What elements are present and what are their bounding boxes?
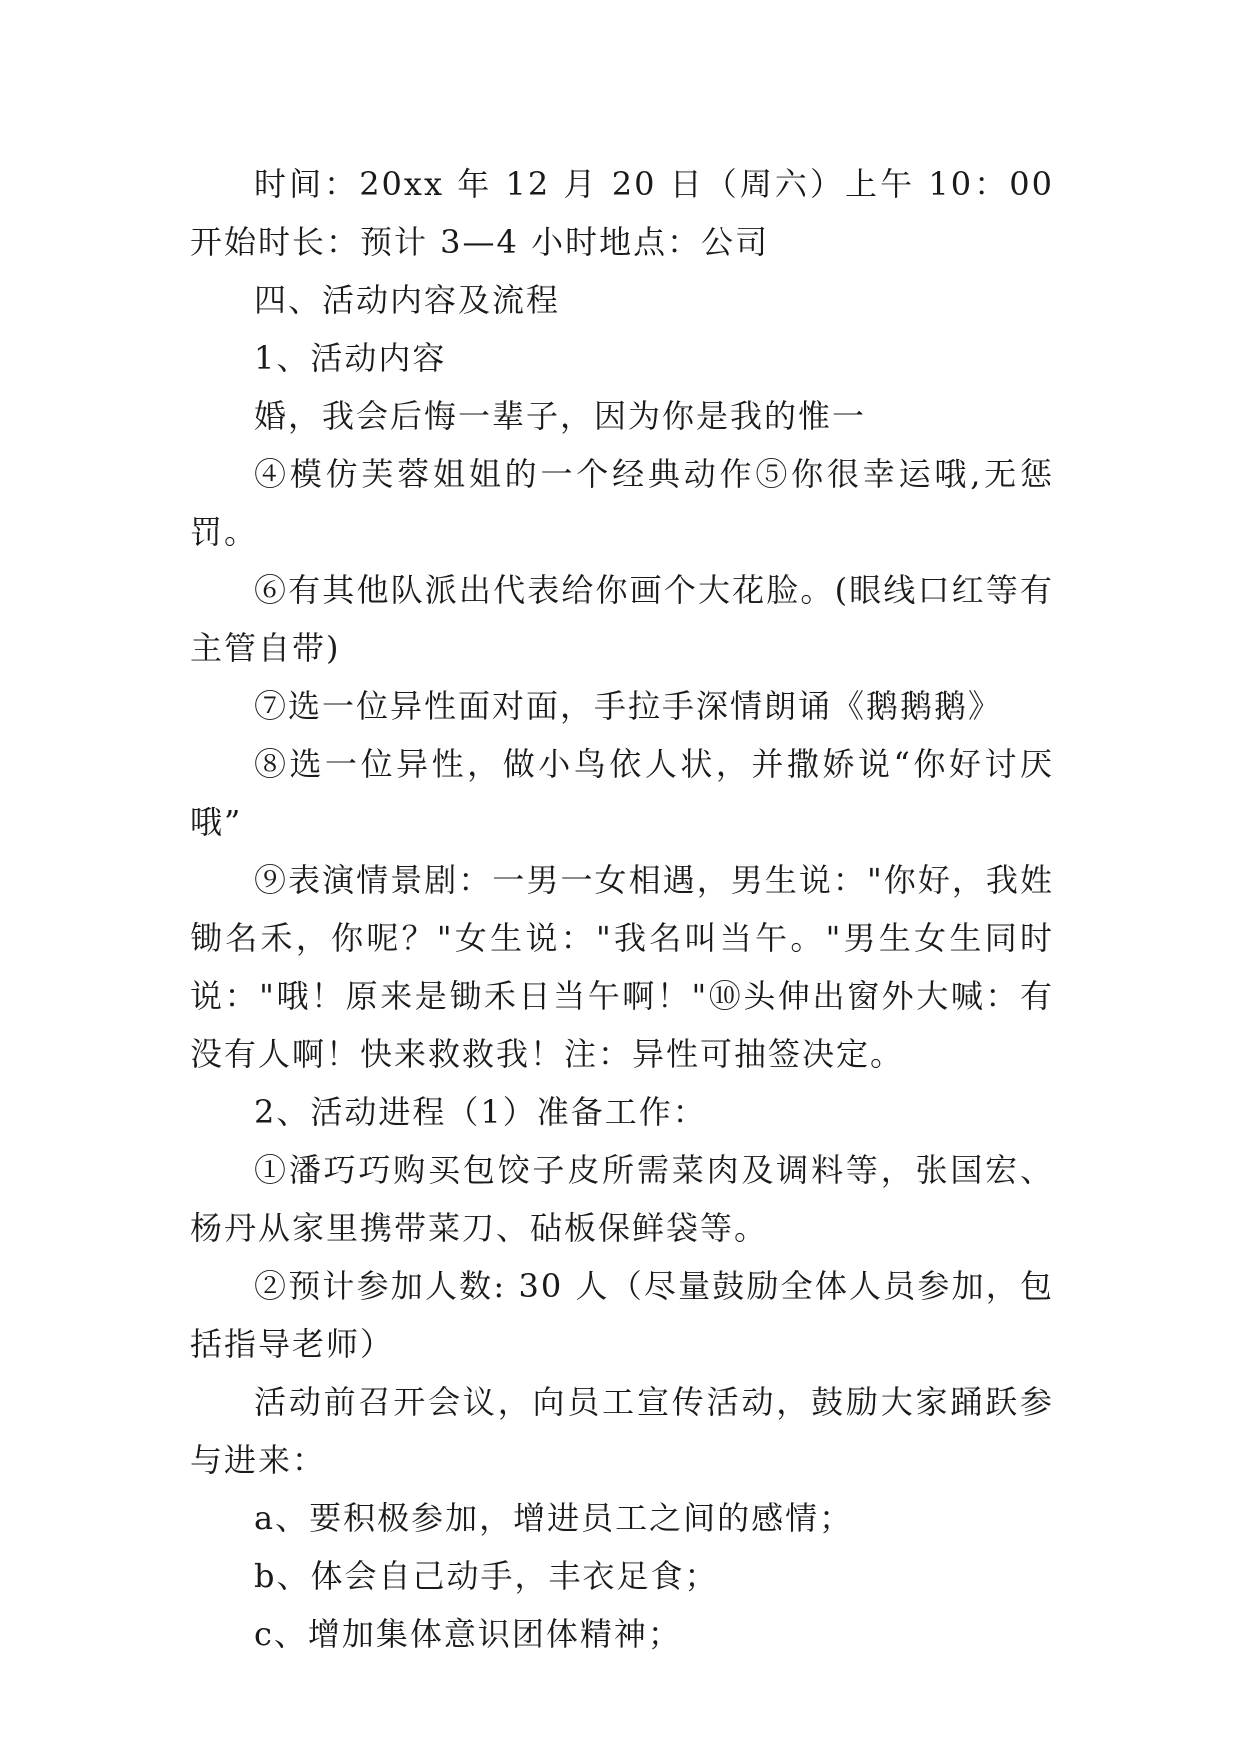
- list-item-a: a、要积极参加，增进员工之间的感情；: [254, 1499, 854, 1537]
- document-body: [190, 155, 1054, 1663]
- paragraph-item-9-10: ⑨表演情景剧：一男一女相遇，男生说："你好，我姓锄名禾，你呢？"女生说："我名叫当午。"男生女生同时说："哦！原来是锄禾日当午啊！"⑩头伸出窗外大喊：有没有人啊！快来救救我！注：异性可抽签决定。: [190, 861, 1054, 1073]
- paragraph-prep-2: ②预计参加人数: 30 人（尽量鼓励全体人员参加，包括指导老师）: [190, 1267, 1054, 1363]
- paragraph-meeting: 活动前召开会议，向员工宣传活动，鼓励大家踊跃参与进来：: [190, 1383, 1054, 1479]
- section-heading-activity: 四、活动内容及流程: [254, 281, 561, 319]
- paragraph-item-6: ⑥有其他队派出代表给你画个大花脸。(眼线口红等有主管自带): [190, 571, 1054, 667]
- subheading-activity-process: 2、活动进程（1）准备工作：: [254, 1093, 707, 1131]
- paragraph-item-4-5: ④模仿芙蓉姐姐的一个经典动作⑤你很幸运哦,无惩罚。: [190, 455, 1054, 551]
- paragraph-time-location: 时间：20xx 年 12 月 20 日（周六）上午 10：00 开始时长：预计 3—4 小时地点：公司: [190, 165, 1054, 261]
- paragraph-item-8: ⑧选一位异性，做小鸟依人状，并撒娇说“你好讨厌哦”: [190, 745, 1054, 841]
- paragraph-item-7: ⑦选一位异性面对面，手拉手深情朗诵《鹅鹅鹅》: [254, 687, 1003, 725]
- list-item-c: c、增加集体意识团体精神；: [254, 1615, 682, 1653]
- paragraph-prep-1: ①潘巧巧购买包饺子皮所需菜肉及调料等，张国宏、杨丹从家里携带菜刀、砧板保鲜袋等。: [190, 1151, 1054, 1247]
- paragraph-item-fragment: 婚，我会后悔一辈子，因为你是我的惟一: [254, 397, 867, 435]
- subheading-activity-content: 1、活动内容: [254, 339, 447, 377]
- list-item-b: b、体会自己动手，丰衣足食；: [254, 1557, 719, 1595]
